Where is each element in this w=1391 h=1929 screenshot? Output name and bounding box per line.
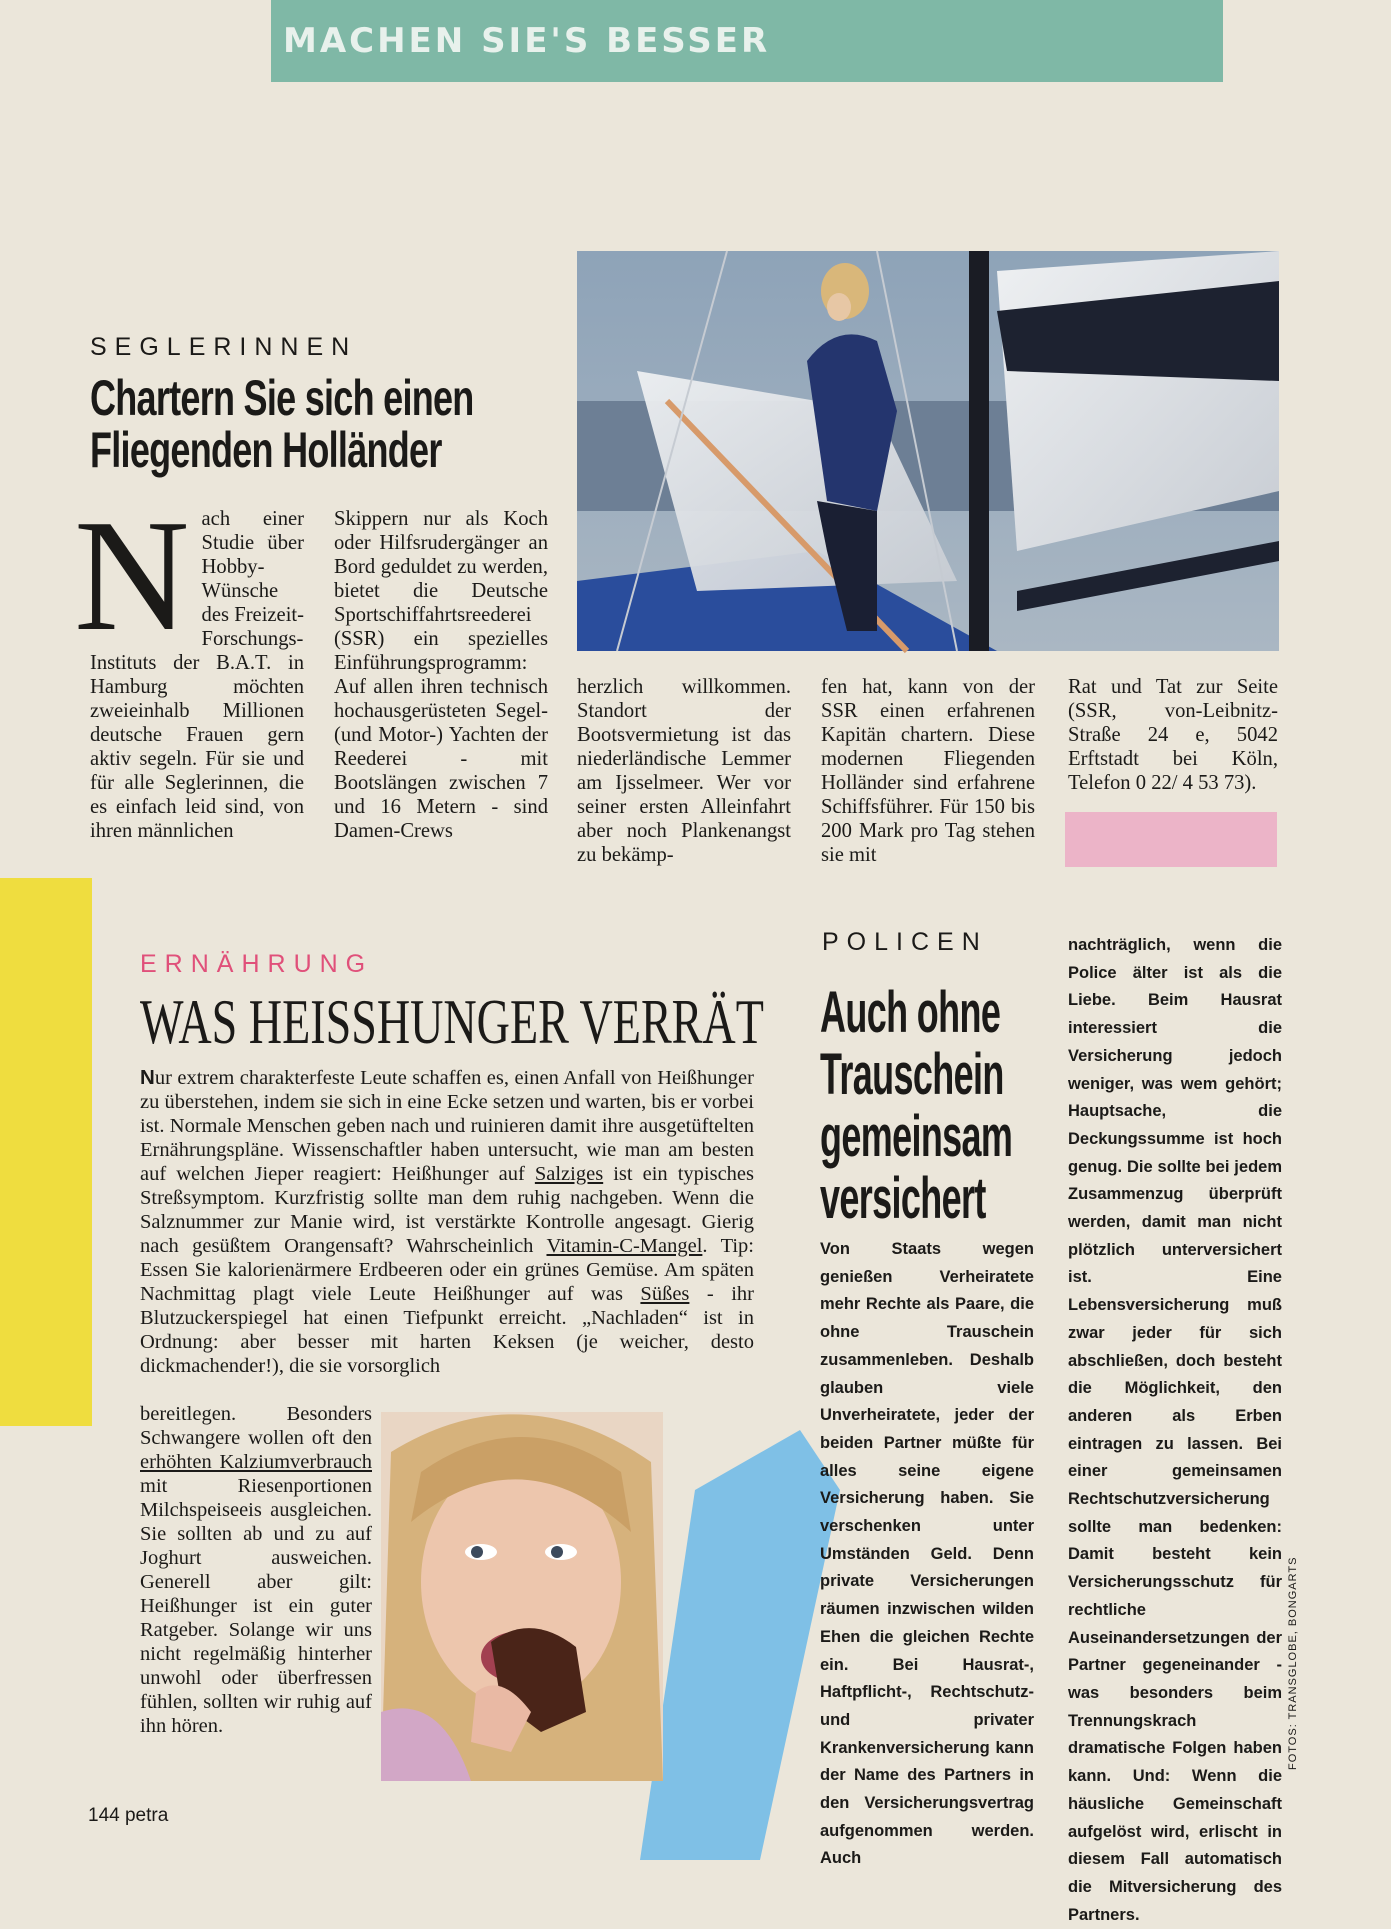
kicker-ernaehrung: ERNÄHRUNG [140, 950, 374, 978]
insurance-column-1: Von Staats wegen genießen Verheiratete mehr Rechte als Paare, die ohne Trauschein zusammenleben. Deshalb glauben viele Unverheiratete, jeder der beiden Partner müßte für alles seine eigene Versicherung haben. Sie verschenken unter Umständen Geld. Denn private Versicherungen räumen inzwischen wilden Ehen die gleichen Rechte ein. Bei Hausrat-, Haftpflicht-, Rechtschutz- und privater Krankenversicherung kann der Name des Partners in den Versicherungsvertrag aufgenommen werden. Auch [820, 1240, 1034, 1868]
sailing-column-3: herzlich willkommen. Standort der Bootsvermietung ist das niederländische Lemmer am Ijsselmeer. Wer vor seiner ersten Alleinfahrt aber noch Plankenangst zu bekämp- [577, 676, 791, 866]
nutrition-lead-text: Nur extrem charakterfeste Leute schaffen es, einen Anfall von Heißhunger zu überstehen, indem sie sich in eine Ecke setzen und warten, bis er vorbei ist. Normale Menschen geben nach und ruinieren damit ihre ausgetüftelten Ernährungspläne. Wissenschaftler haben untersucht, wie man am besten auf welchen Jieper reagiert: Heißhunger auf Salziges ist ein typisches Streßsymptom. Kurzfristig sollte man dem ruhig nachgeben. Wenn die Salznummer zur Manie wird, ist verstärkte Kontrolle angesagt. Gierig nach gesüßtem Orangensaft? Wahrscheinlich Vitamin-C-Mangel. Tip: Essen Sie kalorienärmere Erdbeeren oder ein grünes Gemüse. Am späten Nachmittag plagt viele Leute Heißhunger auf was Süßes - ihr Blutzuckerspiegel hat einen Tiefpunkt erreicht. „Nachladen“ ist in Ordnung: aber besser mit harten Keksen (je weicher, desto dickmachender!), die sie vorsorglich [140, 1066, 755, 1377]
highlight-salziges: Salziges [534, 1163, 604, 1185]
section-banner [271, 0, 1223, 82]
pink-accent-block [1065, 812, 1277, 867]
headline-sailing-line2: Fliegenden Holländer [90, 422, 442, 478]
headline-versichert-line3: gemeinsam [820, 1104, 1013, 1169]
highlight-suesses: Süßes [640, 1283, 690, 1305]
nutrition-side-text: bereitlegen. Besonders Schwangere wollen oft den erhöhten Kalziumverbrauch mit Riesenportionen Milchspeiseeis ausgleichen. Sie sollten ab und zu auf Joghurt ausweichen. Generell aber gilt: Heißhunger ist ein guter Ratgeber. Solange wir uns nicht regelmäßig hinterher unwohl oder überfressen fühlen, sollten wir ruhig auf ihn hören. [140, 1403, 372, 1737]
dropcap-n: N [74, 486, 190, 664]
yellow-accent-bar [0, 878, 92, 1426]
headline-versichert-line4: versichert [820, 1166, 986, 1231]
headline-heisshunger: WAS HEISSHUNGER VERRÄT [140, 986, 764, 1057]
highlight-kalzium: erhöhten Kalziumverbrauch [140, 1451, 372, 1473]
woman-eating-photo [381, 1412, 663, 1781]
banner-title: MACHEN SIE'S BESSER [283, 21, 771, 61]
photo-credit: FOTOS: TRANSGLOBE, BONGARTS [1287, 1556, 1299, 1770]
sailing-column-5: Rat und Tat zur Seite (SSR, von-Leibnitz-Straße 24 e, 5042 Erftstadt bei Köln, Telefon 0 22/ 4 53 73). [1068, 676, 1278, 794]
page-number: 144 petra [88, 1805, 169, 1826]
highlight-vitamin-c: Vitamin-C-Mangel [546, 1235, 703, 1257]
sailing-column-2: Skippern nur als Koch oder Hilfsrudergänger an Bord geduldet zu werden, bietet die Deutsche Sportschiffahrtsreederei (SSR) ein spezielles Einführungsprogramm: Auf allen ihren technisch hochausgerüsteten Segel- (und Motor-) Yachten der Reederei - mit Bootslängen zwischen 7 und 16 Metern - sind Damen-Crews [334, 508, 548, 842]
insurance-column-2: nachträglich, wenn die Police älter ist als die Liebe. Beim Hausrat interessiert die Versicherung jedoch weniger, was wem gehört; Hauptsache, die Deckungssumme ist hoch genug. Die sollte bei jedem Zusammenzug überprüft werden, damit man nicht plötzlich unterversichert ist. Eine Lebensversicherung muß zwar jeder für sich abschließen, doch besteht die Möglichkeit, den anderen als Erben eintragen zu lassen. Bei einer gemeinsamen Rechtschutzversicherung sollte man bedenken: Damit besteht kein Versicherungsschutz für rechtliche Auseinandersetzungen der Partner gegeneinander - was besonders beim Trennungskrach dramatische Folgen haben kann. Und: Wenn die häusliche Gemeinschaft aufgelöst wird, erlischt in diesem Fall automatisch die Mitversicherung des Partners. [1068, 936, 1282, 1924]
sailing-column-1 [74, 486, 304, 867]
kicker-policen: POLICEN [822, 928, 988, 956]
kicker-seglerinnen: SEGLERINNEN [90, 333, 358, 361]
headline-sailing-line1: Chartern Sie sich einen [90, 370, 474, 426]
headline-sailing [90, 370, 474, 478]
sailing-photo [577, 251, 1279, 651]
headline-versichert-line2: Trauschein [820, 1042, 1004, 1107]
sailing-col1-text: ach einer Studie über Hobby-Wünsche des Freizeit-Forschungs-Instituts der B.A.T. in Hamburg möchten zweieinhalb Millionen deutsche Frauen gern aktiv segeln. Für sie und für alle Seglerinnen, die es einfach leid sind, von ihren männlichen [90, 508, 304, 842]
sailing-column-4: fen hat, kann von der SSR einen erfahrenen Kapitän chartern. Diese modernen Fliegenden Holländer sind erfahrene Schiffsführer. Für 150 bis 200 Mark pro Tag stehen sie mit [821, 676, 1035, 866]
headline-versichert-line1: Auch ohne [820, 980, 1001, 1045]
headline-versichert [820, 982, 1012, 1230]
lead-initial: N [140, 1066, 155, 1089]
blue-accent-shape [640, 1430, 840, 1860]
